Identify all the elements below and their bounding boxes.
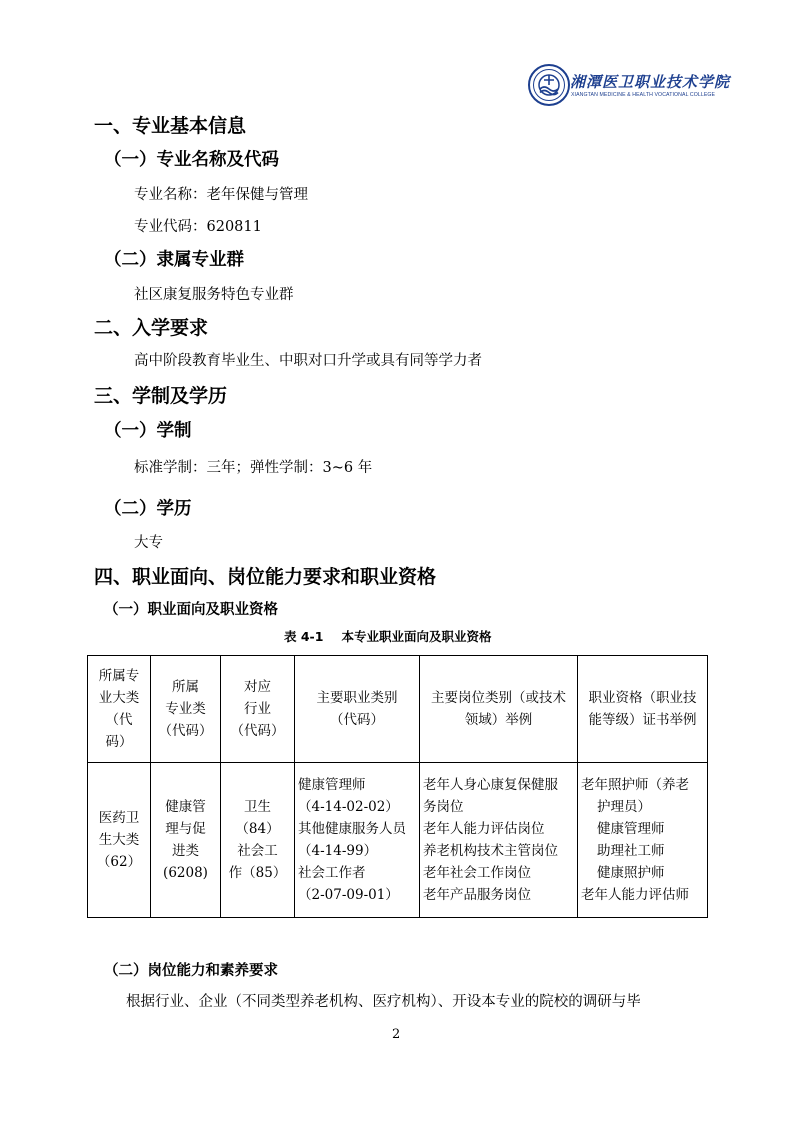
section-3-2-title: （二）学历 — [104, 499, 192, 519]
section-1-2-title: （二）隶属专业群 — [104, 250, 244, 270]
college-name-en: XIANGTAN MEDICINE & HEALTH VOCATIONAL COLLEGE — [571, 92, 716, 98]
header-occupation: 主要职业类别 （代码） — [295, 656, 420, 763]
header-major-class: 所属 专业类 （代码） — [151, 656, 221, 763]
section-4-title: 四、职业面向、岗位能力要求和职业资格 — [94, 566, 437, 588]
cell-occupation: 健康管理师 （4-14-02-02） 其他健康服务人员 （4-14-99） 社会工作者 （2-07-09-01） — [295, 763, 420, 918]
college-name-cn: 湘潭医卫职业技术学院 — [570, 73, 731, 91]
major-group-text: 社区康复服务特色专业群 — [134, 287, 294, 303]
header-positions: 主要岗位类别（或技术 领域）举例 — [420, 656, 578, 763]
degree-text: 大专 — [134, 535, 163, 551]
cell-positions: 老年人身心康复保健服 务岗位 老年人能力评估岗位 养老机构技术主管岗位 老年社会工作岗位 老年产品服务岗位 — [420, 763, 578, 918]
career-table — [87, 655, 708, 918]
major-code-line: 专业代码：620811 — [134, 219, 262, 235]
section-4-1-title: （一）职业面向及职业资格 — [104, 602, 278, 618]
section-3-title: 三、学制及学历 — [94, 385, 228, 407]
section-2-title: 二、入学要求 — [94, 317, 209, 339]
admission-text: 高中阶段教育毕业生、中职对口升学或具有同等学力者 — [134, 353, 482, 369]
cell-major-class: 健康管 理与促 进类 (6208) — [151, 763, 221, 918]
cell-major-category: 医药卫 生大类 （62） — [88, 763, 151, 918]
college-logo — [527, 63, 732, 111]
table-caption-title: 本专业职业面向及职业资格 — [341, 629, 492, 644]
table-row — [88, 763, 708, 918]
duration-text: 标准学制：三年；弹性学制：3~6 年 — [134, 460, 373, 476]
section-4-2-title: （二）岗位能力和素养要求 — [104, 963, 278, 979]
page-number: 2 — [392, 1027, 401, 1042]
header-industry: 对应 行业 （代码） — [221, 656, 295, 763]
cell-certificates: 老年照护师（养老 护理员） 健康管理师 助理社工师 健康照护师 老年人能力评估师 — [578, 763, 708, 918]
header-major-category: 所属专 业大类 （代 码） — [88, 656, 151, 763]
section-1-1-title: （一）专业名称及代码 — [104, 150, 279, 170]
table-caption — [284, 627, 491, 645]
header-certificates: 职业资格（职业技 能等级）证书举例 — [578, 656, 708, 763]
table-caption-number: 表 4-1 — [284, 629, 324, 644]
section-3-1-title: （一）学制 — [104, 421, 192, 441]
cell-industry: 卫生 （84） 社会工 作（85） — [221, 763, 295, 918]
section-4-2-text: 根据行业、企业（不同类型养老机构、医疗机构）、开设本专业的院校的调研与毕 — [126, 994, 641, 1010]
section-1-title: 一、专业基本信息 — [94, 115, 247, 137]
major-name-line: 专业名称：老年保健与管理 — [134, 187, 308, 203]
table-header-row — [88, 656, 708, 763]
college-emblem-icon — [527, 63, 571, 107]
